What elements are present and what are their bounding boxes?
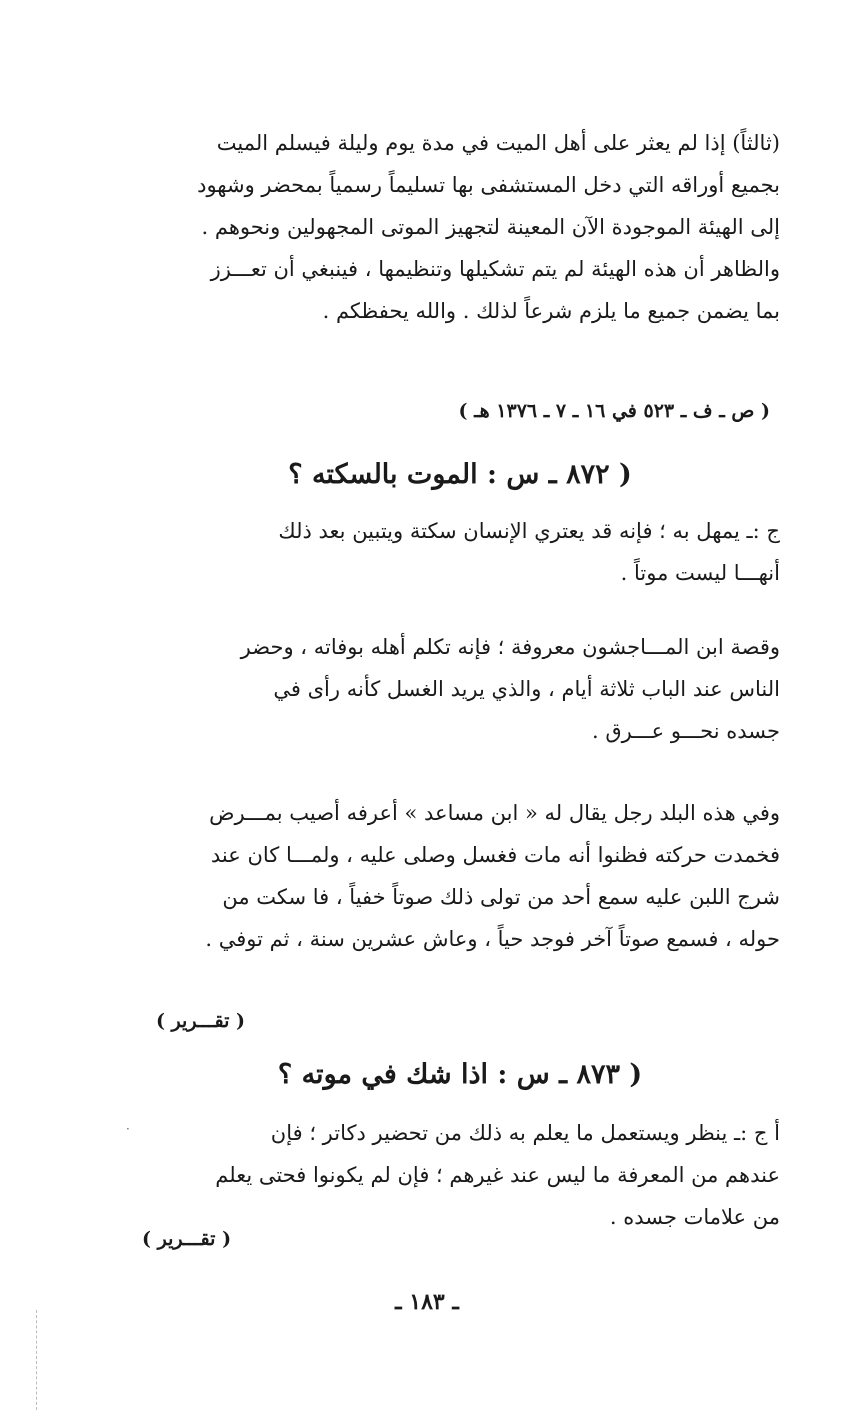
margin-mark: · — [126, 1122, 130, 1136]
answer-paragraph-872-1 — [140, 510, 780, 594]
text-line: جسده نحـــو عـــرق . — [591, 719, 780, 743]
text-line: الناس عند الباب ثلاثة أيام ، والذي يريد الغسل كأنه رأى في — [273, 677, 780, 701]
text-line: شرج اللبن عليه سمع أحد من تولى ذلك صوتاً خفياً ، فا سكت من — [222, 885, 780, 909]
text-line: وقصة ابن المـــاجشون معروفة ؛ فإنه تكلم أهله بوفاته ، وحضر — [240, 635, 780, 659]
reference-citation: ( ص ـ ف ـ ٥٢٣ في ١٦ ـ ٧ ـ ١٣٧٦ هـ ) — [458, 400, 770, 422]
text-line: والظاهر أن هذه الهيئة لم يتم تشكيلها وتنظيمها ، فينبغي أن تعـــزز — [210, 257, 780, 281]
scan-edge-marks — [36, 1310, 41, 1410]
answer-paragraph-873 — [140, 1112, 780, 1238]
page-number: ـ ١٨٣ ـ — [395, 1289, 459, 1315]
text-line: ج :ـ يمهل به ؛ فإنه قد يعتري الإنسان سكتة ويتبين بعد ذلك — [278, 519, 780, 543]
paragraph-opening — [140, 122, 780, 332]
answer-paragraph-872-2 — [140, 626, 780, 752]
text-line: بجميع أوراقه التي دخل المستشفى بها تسليماً رسمياً بمحضر وشهود — [197, 173, 780, 197]
answer-paragraph-872-3 — [140, 792, 780, 960]
text-line: بما يضمن جميع ما يلزم شرعاً لذلك . والله يحفظكم . — [322, 299, 780, 323]
text-line: إلى الهيئة الموجودة الآن المعينة لتجهيز الموتى المجهولين ونحوهم . — [201, 215, 780, 239]
text-line: فخمدت حركته فظنوا أنه مات فغسل وصلى عليه ، ولمـــا كان عند — [210, 843, 780, 867]
text-line: أنهـــا ليست موتاً . — [620, 561, 780, 585]
question-heading-873: ( ٨٧٣ ـ س : اذا شك في موته ؟ — [277, 1059, 643, 1090]
text-line: عندهم من المعرفة ما ليس عند غيرهم ؛ فإن لم يكونوا فحتى يعلم — [215, 1163, 780, 1187]
reference-citation: ( تقـــرير ) — [155, 1010, 245, 1032]
text-line: حوله ، فسمع صوتاً آخر فوجد حياً ، وعاش عشرين سنة ، ثم توفي . — [205, 927, 780, 951]
text-line: وفي هذه البلد رجل يقال له « ابن مساعد » أعرفه أصيب بمـــرض — [209, 801, 780, 825]
text-line: من علامات جسده . — [609, 1205, 780, 1229]
question-heading-872: ( ٨٧٢ ـ س : الموت بالسكته ؟ — [288, 459, 632, 490]
text-line: أ ج :ـ ينظر ويستعمل ما يعلم به ذلك من تحضير دكاتر ؛ فإن — [270, 1121, 780, 1145]
text-line: (ثالثاً) إذا لم يعثر على أهل الميت في مدة يوم وليلة فيسلم الميت — [216, 131, 780, 155]
reference-citation: ( تقـــرير ) — [142, 1228, 232, 1250]
